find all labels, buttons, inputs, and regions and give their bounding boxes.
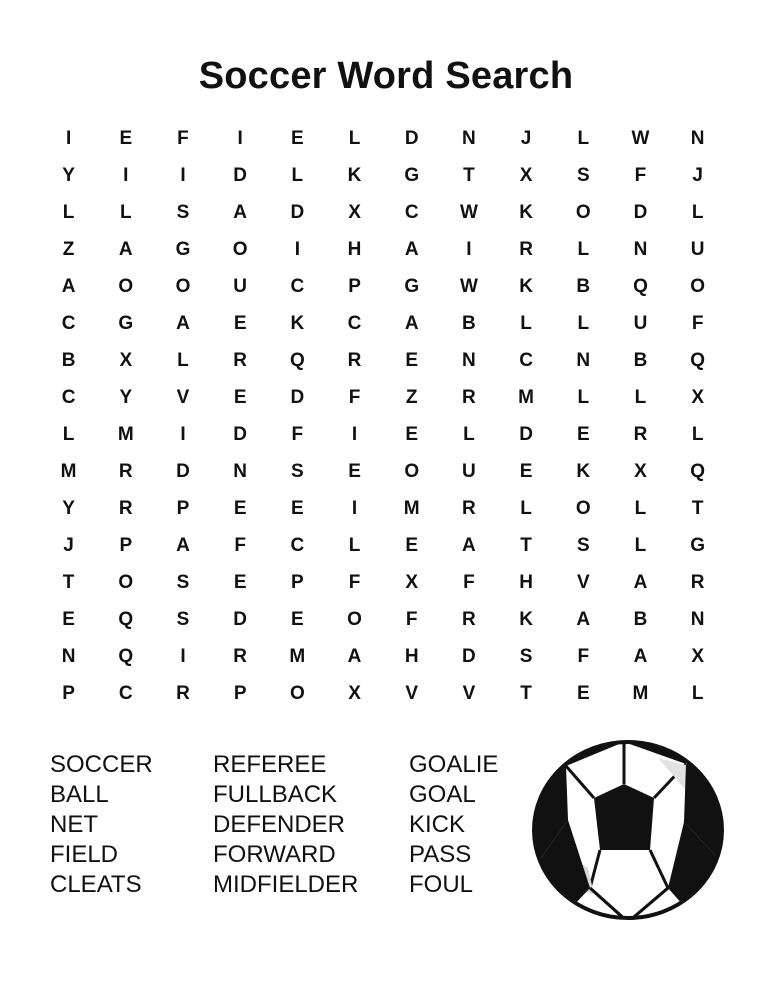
grid-letter: X xyxy=(691,646,704,667)
grid-letter: M xyxy=(632,683,649,704)
grid-letter: L xyxy=(348,128,361,149)
grid-letter: T xyxy=(520,535,532,556)
grid-letter: R xyxy=(519,239,533,260)
grid-letter: E xyxy=(405,535,419,556)
grid-letter: R xyxy=(233,646,248,667)
grid-letter: D xyxy=(519,424,533,445)
grid-letter: A xyxy=(404,313,419,334)
grid-letter: L xyxy=(691,202,704,223)
grid-letter: A xyxy=(61,276,76,297)
grid-letter: E xyxy=(233,387,247,408)
grid-row xyxy=(40,379,726,416)
grid-letter: I xyxy=(294,239,300,260)
grid-letter: F xyxy=(463,572,475,593)
grid-letter: C xyxy=(347,313,362,334)
grid-row xyxy=(40,305,726,342)
grid-letter: Y xyxy=(119,387,133,408)
grid-letter: Q xyxy=(118,646,134,667)
grid-letter: R xyxy=(462,609,476,630)
grid-row xyxy=(40,157,726,194)
grid-letter: L xyxy=(691,424,704,445)
grid-letter: D xyxy=(233,165,248,186)
grid-letter: C xyxy=(290,276,305,297)
grid-letter: K xyxy=(347,165,362,186)
grid-row xyxy=(40,194,726,231)
grid-row xyxy=(40,453,726,490)
word-list-item: NET xyxy=(50,811,98,838)
grid-letter: C xyxy=(404,202,419,223)
grid-letter: D xyxy=(290,387,305,408)
grid-letter: X xyxy=(634,461,647,482)
grid-letter: D xyxy=(290,202,305,223)
grid-letter: T xyxy=(62,572,75,593)
grid-letter: E xyxy=(62,609,75,630)
grid-letter: Q xyxy=(690,350,706,371)
grid-letter: G xyxy=(690,535,706,556)
word-list-item: FORWARD xyxy=(213,841,336,868)
grid-letter: L xyxy=(577,313,590,334)
grid-letter: N xyxy=(233,461,248,482)
grid-letter: V xyxy=(576,572,590,593)
grid-letter: C xyxy=(118,683,133,704)
grid-letter: J xyxy=(692,165,703,186)
grid-letter: L xyxy=(119,202,132,223)
grid-letter: F xyxy=(348,387,361,408)
grid-letter: E xyxy=(519,461,533,482)
grid-letter: H xyxy=(347,239,362,260)
grid-letter: F xyxy=(348,572,361,593)
grid-letter: R xyxy=(347,350,362,371)
grid-letter: S xyxy=(576,535,590,556)
grid-letter: O xyxy=(575,498,591,519)
grid-letter: L xyxy=(348,535,361,556)
word-list-item: MIDFIELDER xyxy=(213,871,359,898)
grid-letter: K xyxy=(519,276,533,297)
grid-letter: I xyxy=(180,424,186,445)
grid-letter: F xyxy=(291,424,304,445)
grid-letter: P xyxy=(233,683,247,704)
grid-letter: R xyxy=(118,498,133,519)
grid-letter: D xyxy=(462,646,476,667)
grid-row xyxy=(40,638,726,675)
grid-letter: N xyxy=(462,350,476,371)
grid-letter: E xyxy=(119,128,133,149)
grid-letter: L xyxy=(177,350,189,371)
grid-letter: E xyxy=(348,461,361,482)
word-list-item: FULLBACK xyxy=(213,781,338,808)
grid-letter: I xyxy=(351,424,358,445)
grid-letter: R xyxy=(462,498,476,519)
grid-letter: S xyxy=(176,572,190,593)
word-list-item: CLEATS xyxy=(50,871,142,898)
grid-letter: A xyxy=(233,202,248,223)
grid-letter: R xyxy=(462,387,476,408)
grid-letter: U xyxy=(233,276,248,297)
grid-letter: L xyxy=(463,424,475,445)
grid-letter: P xyxy=(119,535,133,556)
grid-letter: O xyxy=(575,202,591,223)
grid-letter: W xyxy=(631,128,650,149)
grid-letter: I xyxy=(237,128,243,149)
grid-letter: D xyxy=(404,128,419,149)
grid-letter: A xyxy=(347,646,362,667)
grid-letter: D xyxy=(633,202,648,223)
grid-letter: Y xyxy=(62,165,75,186)
grid-letter: K xyxy=(519,202,533,223)
grid-letter: N xyxy=(576,350,591,371)
grid-letter: M xyxy=(289,646,306,667)
grid-letter: O xyxy=(118,572,134,593)
grid-letter: F xyxy=(177,128,189,149)
grid-row xyxy=(40,527,726,564)
grid-letter: D xyxy=(176,461,190,482)
grid-letter: O xyxy=(347,609,362,630)
grid-letter: T xyxy=(691,498,704,519)
grid-letter: N xyxy=(690,128,705,149)
grid-letter: E xyxy=(405,424,419,445)
grid-letter: P xyxy=(176,498,190,519)
grid-letter: U xyxy=(690,239,705,260)
grid-letter: M xyxy=(518,387,534,408)
grid-letter: G xyxy=(404,276,420,297)
word-list-item: DEFENDER xyxy=(213,811,346,838)
word-list-item: REFEREE xyxy=(213,751,327,778)
grid-letter: W xyxy=(459,276,478,297)
word-list-column-1 xyxy=(50,750,153,900)
grid-letter: A xyxy=(576,609,591,630)
grid-letter: E xyxy=(291,128,304,149)
grid-letter: U xyxy=(462,461,476,482)
grid-row xyxy=(40,268,726,305)
grid-letter: Q xyxy=(289,350,305,371)
grid-letter: M xyxy=(60,461,77,482)
grid-letter: O xyxy=(118,276,134,297)
grid-letter: N xyxy=(61,646,76,667)
grid-letter: N xyxy=(690,609,705,630)
grid-letter: E xyxy=(233,572,247,593)
grid-letter: B xyxy=(462,313,476,334)
grid-letter: X xyxy=(405,572,419,593)
grid-letter: M xyxy=(403,498,420,519)
grid-letter: L xyxy=(691,683,704,704)
grid-letter: G xyxy=(175,239,191,260)
word-list-column-2 xyxy=(213,750,358,900)
grid-letter: F xyxy=(405,609,418,630)
grid-letter: P xyxy=(348,276,361,297)
grid-letter: O xyxy=(289,683,305,704)
grid-letter: S xyxy=(519,646,533,667)
grid-letter: H xyxy=(519,572,533,593)
grid-letter: S xyxy=(576,165,590,186)
grid-letter: B xyxy=(633,350,648,371)
grid-letter: B xyxy=(633,609,648,630)
grid-letter: T xyxy=(463,165,475,186)
grid-letter: A xyxy=(633,646,648,667)
page-title: Soccer Word Search xyxy=(198,55,574,97)
grid-row xyxy=(40,601,726,638)
grid-letter: B xyxy=(61,350,76,371)
grid-letter: L xyxy=(62,424,75,445)
grid-letter: X xyxy=(691,387,704,408)
grid-letter: Q xyxy=(633,276,648,297)
grid-letter: L xyxy=(634,387,647,408)
grid-letter: L xyxy=(520,313,532,334)
grid-row xyxy=(40,120,726,157)
grid-letter: E xyxy=(576,683,590,704)
grid-letter: A xyxy=(462,535,476,556)
grid-letter: J xyxy=(63,535,74,556)
grid-letter: G xyxy=(404,165,420,186)
grid-letter: Q xyxy=(690,461,706,482)
grid-letter: R xyxy=(118,461,133,482)
grid-letter: L xyxy=(577,387,590,408)
word-list-item: PASS xyxy=(409,841,472,868)
grid-letter: Y xyxy=(62,498,75,519)
letter-grid xyxy=(40,120,726,712)
grid-letter: A xyxy=(176,313,190,334)
grid-letter: L xyxy=(291,165,304,186)
word-list-item: KICK xyxy=(409,811,466,838)
grid-letter: R xyxy=(233,350,248,371)
grid-letter: O xyxy=(175,276,191,297)
grid-letter: I xyxy=(180,165,186,186)
grid-letter: C xyxy=(61,313,76,334)
grid-letter: L xyxy=(634,535,647,556)
grid-row xyxy=(40,564,726,601)
grid-letter: I xyxy=(466,239,472,260)
grid-letter: F xyxy=(577,646,590,667)
grid-letter: V xyxy=(462,683,476,704)
grid-letter: L xyxy=(577,239,590,260)
grid-letter: E xyxy=(576,424,590,445)
grid-letter: E xyxy=(291,498,304,519)
grid-letter: K xyxy=(519,609,533,630)
grid-letter: E xyxy=(233,498,247,519)
grid-letter: X xyxy=(519,165,533,186)
word-list-item: FOUL xyxy=(409,871,474,898)
grid-letter: I xyxy=(123,165,129,186)
grid-letter: W xyxy=(459,202,478,223)
grid-letter: R xyxy=(176,683,190,704)
grid-letter: B xyxy=(576,276,591,297)
grid-letter: O xyxy=(232,239,248,260)
grid-letter: S xyxy=(291,461,304,482)
word-list-column-3 xyxy=(409,750,498,900)
grid-letter: Z xyxy=(62,239,75,260)
grid-letter: L xyxy=(520,498,532,519)
word-list-item: BALL xyxy=(50,781,109,808)
grid-letter: E xyxy=(233,313,247,334)
grid-letter: I xyxy=(180,646,186,667)
word-list-item: SOCCER xyxy=(50,751,153,778)
grid-letter: Z xyxy=(405,387,418,408)
grid-letter: L xyxy=(634,498,647,519)
grid-letter: C xyxy=(290,535,305,556)
grid-letter: C xyxy=(519,350,533,371)
grid-letter: A xyxy=(633,572,648,593)
grid-letter: H xyxy=(404,646,419,667)
grid-letter: T xyxy=(520,683,532,704)
grid-letter: R xyxy=(633,424,648,445)
grid-letter: P xyxy=(62,683,75,704)
grid-letter: V xyxy=(176,387,190,408)
grid-letter: C xyxy=(61,387,76,408)
grid-letter: F xyxy=(234,535,246,556)
grid-letter: L xyxy=(577,128,590,149)
grid-row xyxy=(40,675,726,712)
grid-letter: P xyxy=(291,572,304,593)
grid-letter: X xyxy=(119,350,133,371)
grid-letter: X xyxy=(348,683,361,704)
grid-row xyxy=(40,342,726,379)
word-list-item: GOALIE xyxy=(409,751,499,778)
grid-letter: X xyxy=(348,202,361,223)
grid-letter: A xyxy=(176,535,190,556)
grid-letter: G xyxy=(118,313,134,334)
grid-letter: Q xyxy=(118,609,134,630)
grid-letter: R xyxy=(690,572,705,593)
grid-letter: I xyxy=(351,498,358,519)
grid-letter: V xyxy=(405,683,419,704)
grid-letter: E xyxy=(291,609,304,630)
grid-letter: F xyxy=(634,165,647,186)
grid-row xyxy=(40,231,726,268)
grid-letter: E xyxy=(405,350,419,371)
grid-letter: N xyxy=(462,128,476,149)
grid-letter: A xyxy=(118,239,133,260)
grid-letter: K xyxy=(576,461,591,482)
grid-letter: S xyxy=(176,609,190,630)
grid-row xyxy=(40,416,726,453)
grid-letter: N xyxy=(633,239,648,260)
grid-letter: O xyxy=(404,461,420,482)
word-list-item: GOAL xyxy=(409,781,476,808)
grid-letter: M xyxy=(117,424,134,445)
grid-letter: F xyxy=(691,313,704,334)
grid-letter: A xyxy=(404,239,419,260)
grid-letter: U xyxy=(633,313,648,334)
grid-letter: I xyxy=(65,128,72,149)
grid-letter: O xyxy=(690,276,706,297)
grid-letter: J xyxy=(520,128,532,149)
grid-letter: L xyxy=(62,202,75,223)
grid-letter: D xyxy=(233,424,248,445)
grid-letter: D xyxy=(233,609,248,630)
grid-letter: S xyxy=(176,202,190,223)
soccer-ball-icon xyxy=(528,738,728,922)
grid-row xyxy=(40,490,726,527)
grid-letter: K xyxy=(290,313,305,334)
word-list-item: FIELD xyxy=(50,841,119,868)
